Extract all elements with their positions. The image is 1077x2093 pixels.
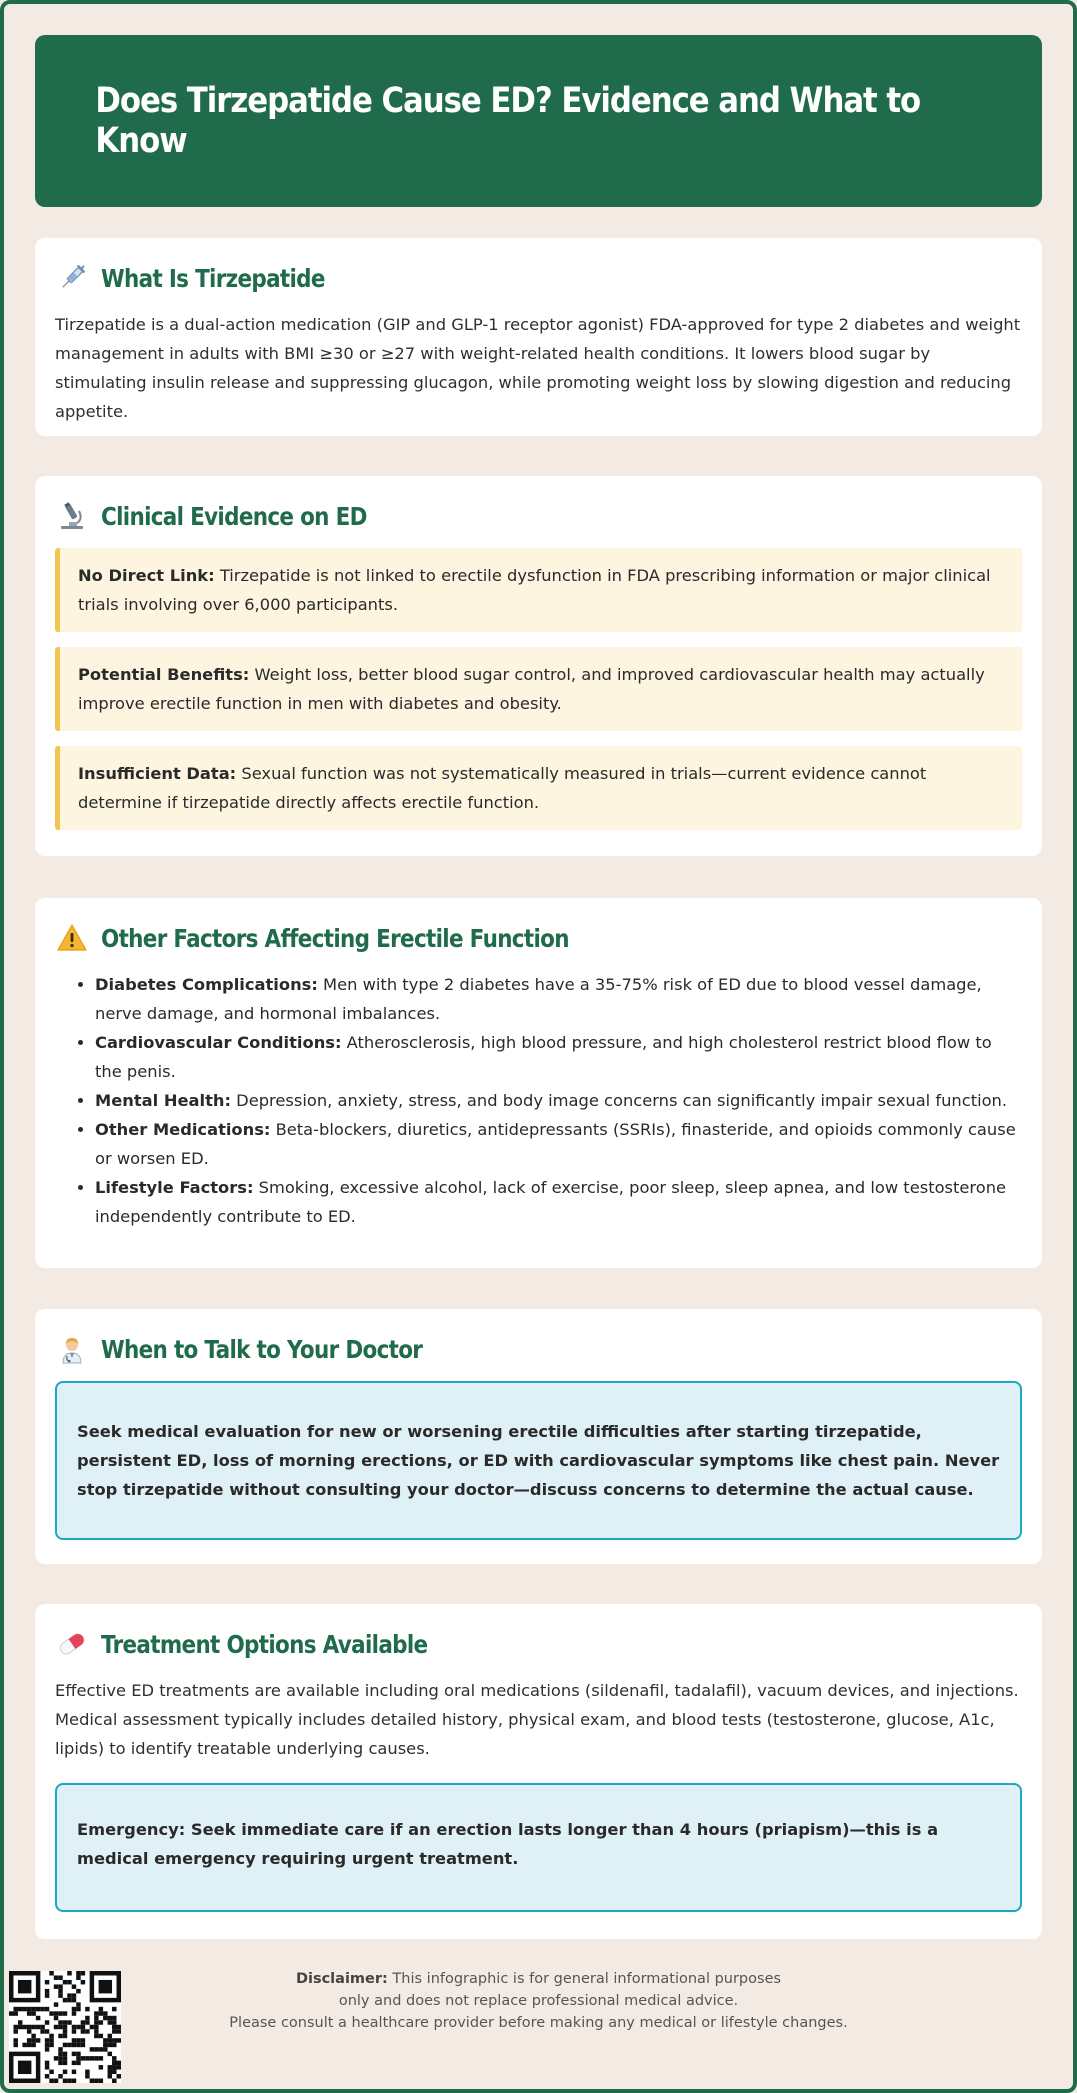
factor-label: Cardiovascular Conditions: [95,1033,342,1052]
factor-text: Smoking, excessive alcohol, lack of exercise, poor sleep, sleep apnea, and low testosterone independently contribute to ED. [95,1178,1007,1226]
evidence-item [55,548,1022,632]
factors-list [55,970,1022,1231]
evidence-text: Sexual function was not systematically measured in trials—current evidence cannot determine if tirzepatide directly affects erectile function. [78,764,927,812]
factor-text: Beta-blockers, diuretics, antidepressants (SSRIs), finasteride, and opioids commonly cause or worsen ED. [95,1120,1016,1168]
card-title [55,498,1022,534]
card-title [55,1626,1022,1662]
factor-label: Lifestyle Factors: [95,1178,254,1197]
card-other-factors [35,898,1042,1268]
card-what-is [35,238,1042,436]
section-body: Tirzepatide is a dual-action medication (GIP and GLP-1 receptor agonist) FDA-approved for type 2 diabetes and weight management in adults with BMI ≥30 or ≥27 with weight-related health conditions. It lowers blood sugar by stimulating insulin release and suppressing glucagon, while promoting weight loss by slowing digestion and reducing appetite. [55,315,1021,421]
list-item [95,1028,1022,1086]
section-heading: When to Talk to Your Doctor [101,1334,423,1364]
pill-icon [55,1627,89,1661]
list-item [95,1086,1022,1115]
warning-icon [55,921,89,955]
disclaimer [0,1968,1077,2034]
disclaimer-line: only and does not replace professional medical advice. [338,1993,739,2009]
evidence-item [55,746,1022,830]
disclaimer-line [0,1968,1077,1990]
factor-text: Atherosclerosis, high blood pressure, and high cholesterol restrict blood flow to the penis. [95,1033,992,1081]
microscope-icon [55,499,89,533]
evidence-label: Potential Benefits: [78,665,250,684]
syringe-icon [55,261,89,295]
page-title: Does Tirzepatide Cause ED? Evidence and What to Know [95,81,921,161]
section-heading: Clinical Evidence on ED [101,501,367,531]
list-item [95,1115,1022,1173]
factor-label: Other Medications: [95,1120,271,1139]
list-item [95,970,1022,1028]
section-body: Effective ED treatments are available including oral medications (sildenafil, tadalafil), vacuum devices, and injections. Medical assessment typically includes detailed history, physical exam, and blood tests (testosterone, glucose, A1c, lipids) to identify treatable underlying causes. [55,1681,1019,1758]
factor-text: Depression, anxiety, stress, and body image concerns can significantly impair sexual function. [230,1091,1008,1110]
doctor-note: Seek medical evaluation for new or worsening erectile difficulties after starting tirzepatide, persistent ED, loss of morning erections, or ED with cardiovascular symptoms like chest pain. Never stop tirzepatide without consulting your doctor—discuss concerns to determine the actual cause. [55,1381,1022,1540]
card-clinical-evidence [35,476,1042,856]
section-heading: What Is Tirzepatide [101,263,325,293]
card-title [55,920,1022,956]
card-title [55,260,1022,296]
factor-label: Mental Health: [95,1091,231,1110]
evidence-label: No Direct Link: [78,566,215,585]
evidence-item [55,647,1022,731]
factor-text: Men with type 2 diabetes have a 35-75% risk of ED due to blood vessel damage, nerve damage, and hormonal imbalances. [95,975,982,1023]
disclaimer-label: Disclaimer: [295,1971,388,1987]
section-heading: Other Factors Affecting Erectile Function [101,923,569,953]
card-talk-to-doctor [35,1309,1042,1564]
emergency-note: Emergency: Seek immediate care if an erection lasts longer than 4 hours (priapism)—this is a medical emergency requiring urgent treatment. [55,1783,1022,1912]
evidence-label: Insufficient Data: [78,764,237,783]
disclaimer-line: Please consult a healthcare provider before making any medical or lifestyle changes. [229,2015,848,2031]
evidence-text: Weight loss, better blood sugar control, and improved cardiovascular health may actually improve erectile function in men with diabetes and obesity. [78,665,985,713]
list-item [95,1173,1022,1231]
card-treatment-options [35,1604,1042,1939]
page-header [35,35,1042,207]
doctor-icon [55,1332,89,1366]
evidence-text: Tirzepatide is not linked to erectile dysfunction in FDA prescribing information or major clinical trials involving over 6,000 participants. [78,566,991,614]
section-heading: Treatment Options Available [101,1629,428,1659]
card-title [55,1331,1022,1367]
factor-label: Diabetes Complications: [95,975,318,994]
disclaimer-text: This infographic is for general informational purposes [387,1971,782,1987]
